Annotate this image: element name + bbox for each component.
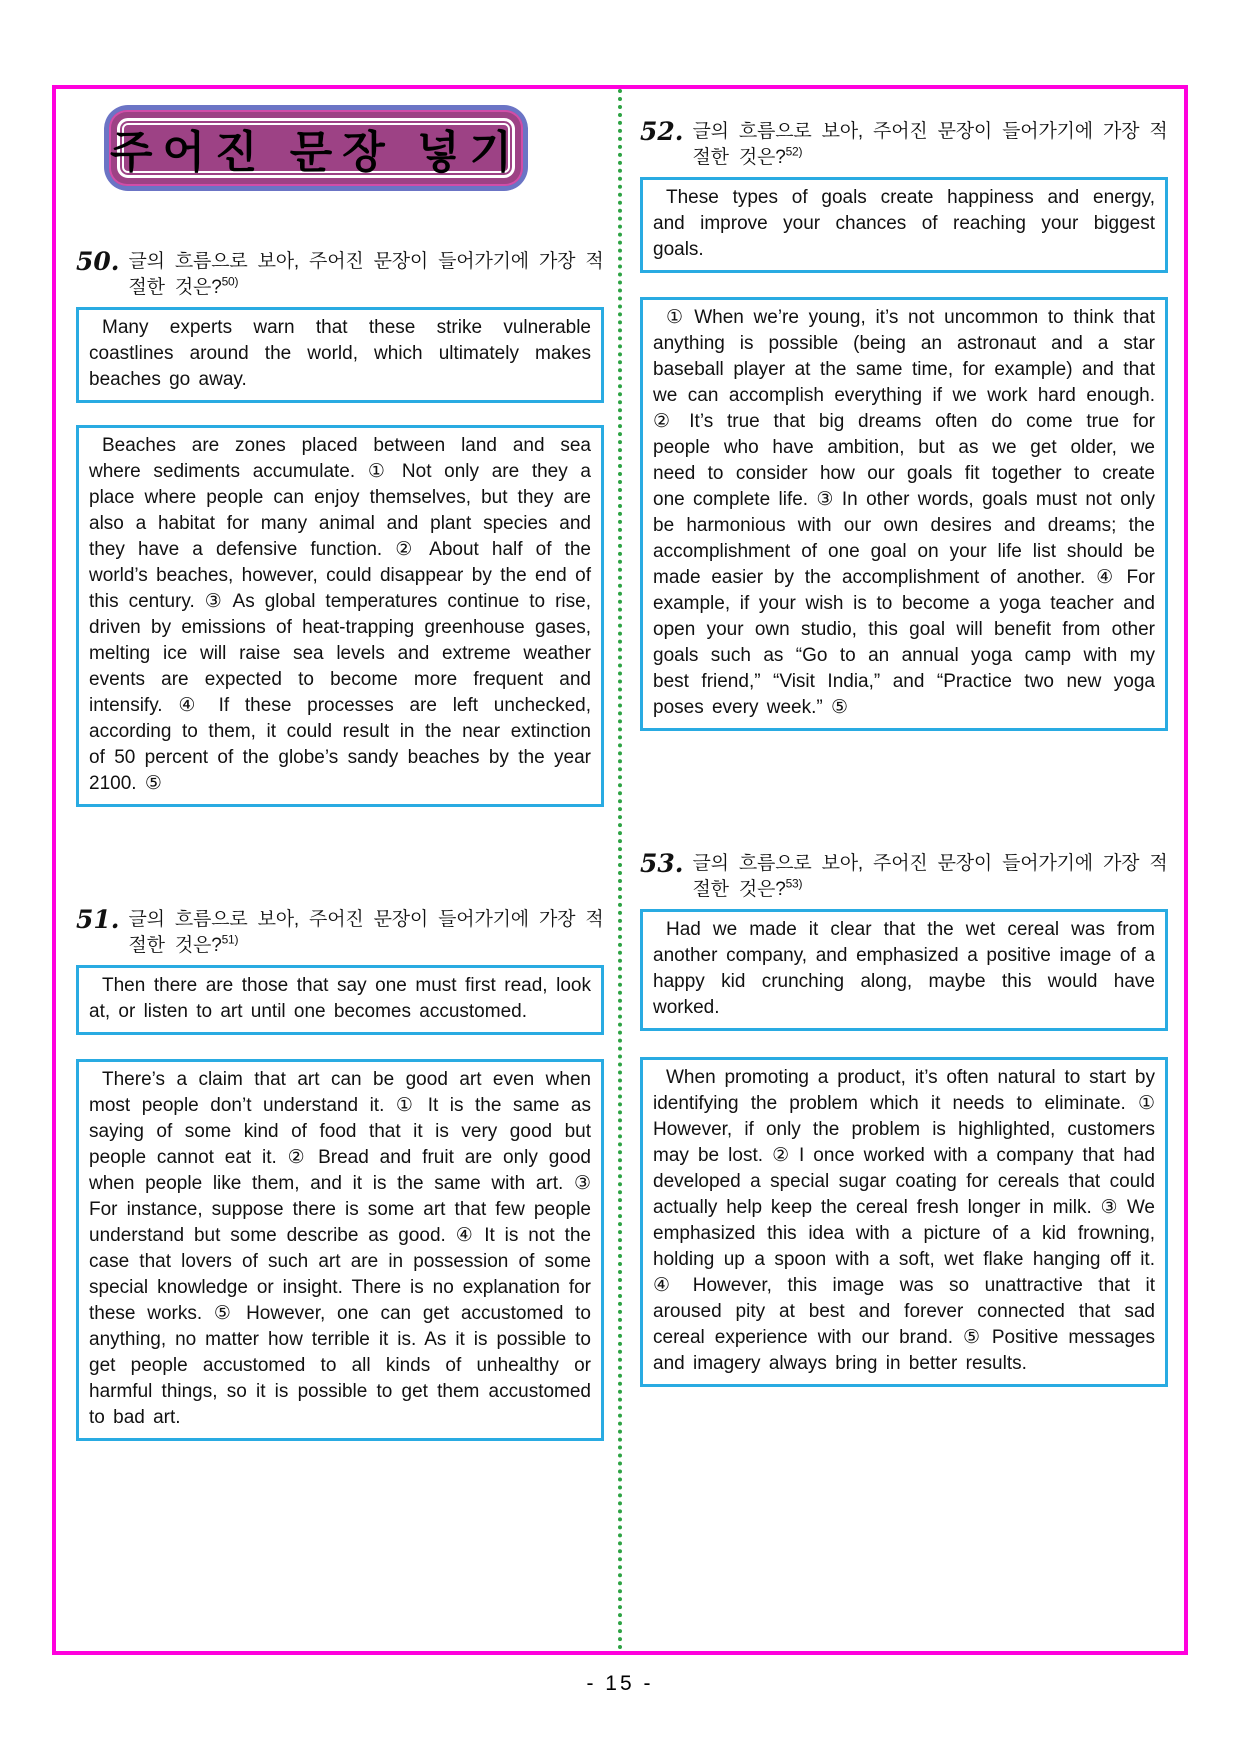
question-50-header — [76, 249, 604, 301]
question-number: 51. — [76, 905, 120, 934]
question-prompt-text: 글의 흐름으로 보아, 주어진 문장이 들어가기에 가장 적절한 것은? — [692, 121, 1168, 168]
passage-text: When promoting a product, it’s often natural to start by identifying the problem which it needs to eliminate. ① However, if only the problem is highlighted, customers may be lost. ② I once worked with a company that had developed a special sugar coating for cereals that could actually help keep the cereal fresh longer in milk. ③ We emphasized this idea with a picture of a kid frowning, holding up a spoon with a soft, wet flake hanging off it. ④ However, this image was so unattractive that it aroused pity at best and forever connected that sad cereal experience with our brand. ⑤ Positive messages and imagery always bring in better results. — [653, 1067, 1155, 1374]
question-prompt-text: 글의 흐름으로 보아, 주어진 문장이 들어가기에 가장 적절한 것은? — [692, 853, 1168, 900]
question-number: 53. — [640, 849, 684, 878]
given-sentence-text: Then there are those that say one must first read, look at, or listen to art until one becomes accustomed. — [89, 975, 591, 1022]
page-frame — [52, 85, 1188, 1655]
question-53 — [640, 851, 1168, 1387]
section-title: 주어진 문장 넣기 — [110, 128, 522, 177]
question-prompt — [693, 851, 1169, 903]
passage-text: Beaches are zones placed between land and sea where sediments accumulate. ① Not only are they a place where people can enjoy themselves, but they are also a habitat for many animal and plant species and they have a defensive function. ② About half of the world’s beaches, however, could disappear by the end of this century. ③ As global temperatures continue to rise, driven by emissions of heat-trapping greenhouse gases, melting ice will raise sea levels and extreme weather events are expected to become more frequent and intensify. ④ If these processes are left unchecked, according to them, it could result in the near extinction of 50 percent of the globe’s sandy beaches by the year 2100. ⑤ — [89, 435, 591, 794]
section-banner-inner — [110, 118, 522, 178]
question-footnote: 52) — [785, 144, 803, 159]
question-footnote: 50) — [221, 274, 239, 289]
question-52 — [640, 119, 1168, 731]
passage-text: There’s a claim that art can be good art even when most people don’t understand it. ① It is the same as saying of some kind of food that it is very good but people cannot eat it. ② Bread and fruit are only good when people like them, and it is the same with art. ③ For instance, suppose there is some art that few people understand but some describe as good. ④ It is not the case that lovers of such art are in possession of some special knowledge or insight. There is no explanation for these works. ⑤ However, one can get accustomed to anything, no matter how terrible it is. As it is possible to get people accustomed to all kinds of unhealthy or harmful things, so it is possible to get them accustomed to bad art. — [89, 1069, 591, 1428]
right-column — [622, 89, 1184, 1651]
question-50 — [76, 249, 604, 807]
passage-box — [640, 1057, 1168, 1387]
page-number: - 15 - — [586, 1672, 654, 1695]
passage-text: ① When we’re young, it’s not uncommon to think that anything is possible (being an astronaut and a star baseball player at the same time, for example) and that we can accomplish everything if we work hard enough. ② It’s true that big dreams often do come true for people who have ambition, but as we get older, we need to consider how our goals fit together to create one complete life. ③ In other words, goals must not only be harmonious with our own desires and dreams; the accomplishment of one goal on your life list should be made easier by the accomplishment of another. ④ For example, if your wish is to become a yoga teacher and open your own studio, this goal will benefit from other goals such as “Go to an annual yoga camp with my best friend,” “Visit India,” and “Practice two new yoga poses every week.” ⑤ — [653, 307, 1155, 718]
question-51-header — [76, 907, 604, 959]
question-51 — [76, 907, 604, 1441]
passage-box — [76, 1059, 604, 1441]
question-52-header — [640, 119, 1168, 171]
given-sentence-box — [76, 307, 604, 403]
passage-box — [76, 425, 604, 807]
question-number: 50. — [76, 247, 120, 276]
given-sentence-text: These types of goals create happiness and energy, and improve your chances of reaching your biggest goals. — [653, 187, 1155, 260]
given-sentence-box — [76, 965, 604, 1035]
question-number: 52. — [640, 117, 684, 146]
question-footnote: 51) — [221, 932, 239, 947]
given-sentence-text: Many experts warn that these strike vulnerable coastlines around the world, which ultimately makes beaches go away. — [89, 317, 591, 390]
left-column — [56, 89, 618, 1651]
question-prompt-text: 글의 흐름으로 보아, 주어진 문장이 들어가기에 가장 적절한 것은? — [128, 251, 604, 298]
section-banner — [104, 105, 528, 191]
given-sentence-box — [640, 177, 1168, 273]
question-prompt — [693, 119, 1169, 171]
question-prompt — [129, 907, 605, 959]
section-banner-ring — [109, 110, 523, 186]
given-sentence-text: Had we made it clear that the wet cereal was from another company, and emphasized a positive image of a happy kid crunching along, maybe this would have worked. — [653, 919, 1155, 1018]
passage-box — [640, 297, 1168, 731]
question-footnote: 53) — [785, 876, 803, 891]
question-53-header — [640, 851, 1168, 903]
given-sentence-box — [640, 909, 1168, 1031]
question-prompt-text: 글의 흐름으로 보아, 주어진 문장이 들어가기에 가장 적절한 것은? — [128, 909, 604, 956]
question-prompt — [129, 249, 605, 301]
